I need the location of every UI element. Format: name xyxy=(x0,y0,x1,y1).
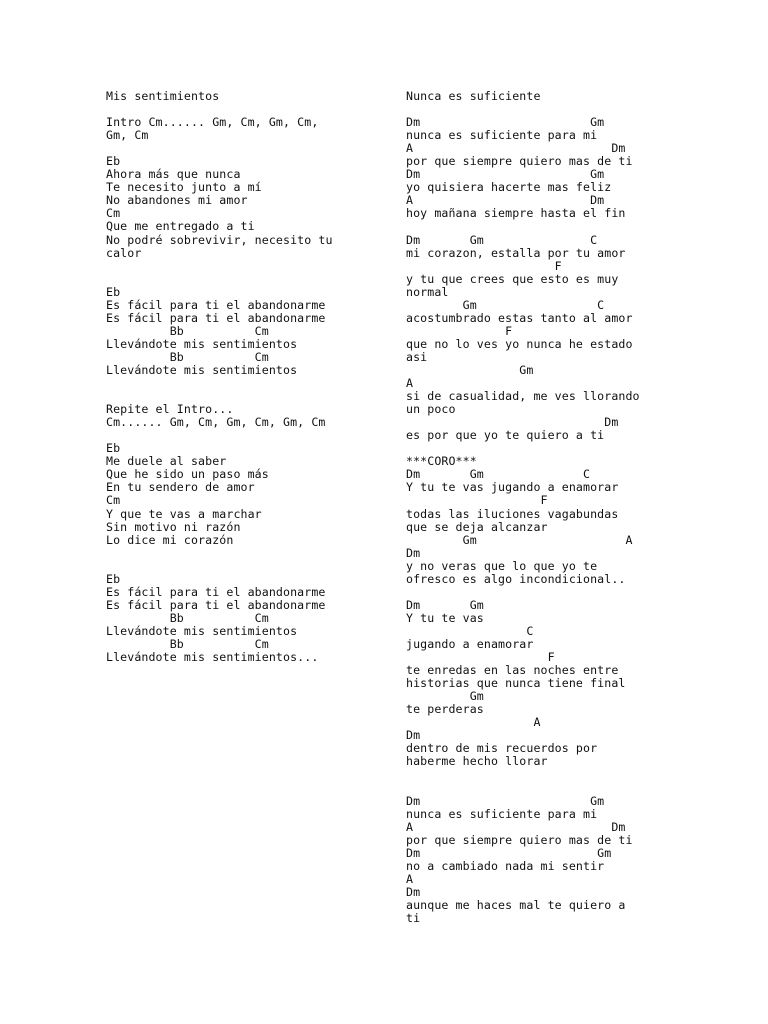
lyric-line: acostumbrado estas tanto al amor xyxy=(406,310,633,325)
chord-line: Eb xyxy=(106,441,121,456)
lyric-line: Me duele al saber xyxy=(106,454,227,469)
lyric-line: no a cambiado nada mi sentir xyxy=(406,858,605,873)
lyric-line: nunca es suficiente para mi xyxy=(406,128,598,143)
chord-line: A xyxy=(406,715,541,730)
lyric-line: nunca es suficiente para mi xyxy=(406,806,598,821)
blank-line xyxy=(406,781,746,794)
lyric-line: te enredas en las noches entre xyxy=(406,663,619,678)
chord-line: Gm xyxy=(406,689,484,704)
lyric-line: Es fácil para ti el abandonarme xyxy=(106,297,326,312)
chord-line: F xyxy=(406,323,513,338)
lyric-line: que no lo ves yo nunca he estado xyxy=(406,336,633,351)
lyric-line: calor xyxy=(106,245,142,260)
chord-line: F xyxy=(406,650,555,665)
lyric-line: es por que yo te quiero a ti xyxy=(406,428,605,443)
chord-line: Dm xyxy=(406,545,421,560)
lyric-line: que se deja alcanzar xyxy=(406,519,548,534)
chord-line: F xyxy=(406,258,562,273)
lyric-line: Te necesito junto a mí xyxy=(106,180,262,195)
chord-line: Bb Cm xyxy=(106,610,269,625)
blank-line xyxy=(106,560,406,573)
blank-line xyxy=(406,768,746,781)
lyric-line: Lo dice mi corazón xyxy=(106,532,234,547)
lyric-line: En tu sendero de amor xyxy=(106,480,255,495)
chord-line: Dm Gm xyxy=(406,597,484,612)
lyric-line: Es fácil para ti el abandonarme xyxy=(106,310,326,325)
blank-line xyxy=(106,547,406,560)
lyric-line: un poco xyxy=(406,402,456,417)
lyric-line: aunque me haces mal te quiero a xyxy=(406,897,626,912)
lyric-line: Gm, Cm xyxy=(106,128,149,143)
song-title: Mis sentimientos xyxy=(106,89,220,103)
song-left-mis-sentimientos xyxy=(106,90,406,664)
lyric-line: Intro Cm...... Gm, Cm, Gm, Cm, xyxy=(106,115,319,130)
chord-line: Dm Gm C xyxy=(406,467,591,482)
lyric-line: Y que te vas a marchar xyxy=(106,506,262,521)
chord-line: Bb Cm xyxy=(106,323,269,338)
chord-line: C xyxy=(406,623,534,638)
chord-line: Bb Cm xyxy=(106,636,269,651)
chord-line: Cm xyxy=(106,493,121,508)
chord-line: Eb xyxy=(106,571,121,586)
blank-line xyxy=(106,142,406,155)
lyric-line: Y tu te vas jugando a enamorar xyxy=(406,480,619,495)
lyric-line: y tu que crees que esto es muy xyxy=(406,271,619,286)
lyric-line: por que siempre quiero mas de ti xyxy=(406,154,633,169)
lyric-line: ***CORO*** xyxy=(406,454,477,469)
chord-line: Dm Gm C xyxy=(406,232,598,247)
lyric-line: ti xyxy=(406,910,421,925)
lyric-line: todas las iluciones vagabundas xyxy=(406,506,619,521)
lyric-line: si de casualidad, me ves llorando xyxy=(406,389,640,404)
blank-line xyxy=(406,586,746,599)
chord-line: Gm xyxy=(406,362,534,377)
lyric-line: y no veras que lo que yo te xyxy=(406,558,598,573)
lyric-line: asi xyxy=(406,349,428,364)
lyric-line: normal xyxy=(406,284,449,299)
lyric-line: dentro de mis recuerdos por xyxy=(406,741,598,756)
song-title: Nunca es suficiente xyxy=(406,89,541,103)
chord-line: Gm C xyxy=(406,297,605,312)
chord-line: Dm Gm xyxy=(406,845,612,860)
chord-line: Dm xyxy=(406,728,421,743)
lyric-line: mi corazon, estalla por tu amor xyxy=(406,245,626,260)
chord-line: Dm Gm xyxy=(406,167,605,182)
chord-line: Gm A xyxy=(406,532,633,547)
lyric-line: Llevándote mis sentimientos xyxy=(106,336,298,351)
chord-line: Cm xyxy=(106,206,121,221)
lyric-line: Es fácil para ti el abandonarme xyxy=(106,584,326,599)
lyric-line: Que he sido un paso más xyxy=(106,467,269,482)
lyric-line: No abandones mi amor xyxy=(106,193,248,208)
lyric-line: ofresco es algo incondicional.. xyxy=(406,571,626,586)
chord-line: A Dm xyxy=(406,193,605,208)
song-right-nunca-es-suficiente xyxy=(406,90,746,925)
chord-line: Eb xyxy=(106,284,121,299)
lyric-line: te perderas xyxy=(406,702,484,717)
lyric-line: haberme hecho llorar xyxy=(406,754,548,769)
blank-line xyxy=(106,377,406,390)
lyric-line: historias que nunca tiene final xyxy=(406,676,626,691)
chord-line: A Dm xyxy=(406,141,626,156)
chord-line: Bb Cm xyxy=(106,349,269,364)
chord-line: Dm xyxy=(406,884,421,899)
lyric-line: Que me entregado a ti xyxy=(106,219,255,234)
chord-line: Eb xyxy=(106,154,121,169)
blank-line xyxy=(106,260,406,273)
chord-line: A Dm xyxy=(406,819,626,834)
chord-line: A xyxy=(406,871,414,886)
lyric-line: por que siempre quiero mas de ti xyxy=(406,832,633,847)
lyric-line: Sin motivo ni razón xyxy=(106,519,241,534)
blank-line xyxy=(406,220,746,233)
chord-line: A xyxy=(406,376,414,391)
lyric-line: Cm...... Gm, Cm, Gm, Cm, Gm, Cm xyxy=(106,415,326,430)
lyric-line: Llevándote mis sentimientos... xyxy=(106,650,319,665)
chord-line: Dm Gm xyxy=(406,115,605,130)
blank-line xyxy=(106,429,406,442)
lyric-line: jugando a enamorar xyxy=(406,636,534,651)
chord-line: Dm xyxy=(406,415,619,430)
lyric-line: Es fácil para ti el abandonarme xyxy=(106,597,326,612)
chord-line: Dm Gm xyxy=(406,793,605,808)
lyric-line: Y tu te vas xyxy=(406,610,484,625)
lyric-line: Llevándote mis sentimientos xyxy=(106,362,298,377)
lyric-line: Ahora más que nunca xyxy=(106,167,241,182)
lyric-line: Llevándote mis sentimientos xyxy=(106,623,298,638)
lyric-line: Repite el Intro... xyxy=(106,402,234,417)
chord-line: F xyxy=(406,493,548,508)
lyric-line: yo quisiera hacerte mas feliz xyxy=(406,180,612,195)
blank-line xyxy=(106,273,406,286)
lyric-line: hoy mañana siempre hasta el fin xyxy=(406,206,626,221)
lyric-line: No podré sobrevivir, necesito tu xyxy=(106,232,333,247)
